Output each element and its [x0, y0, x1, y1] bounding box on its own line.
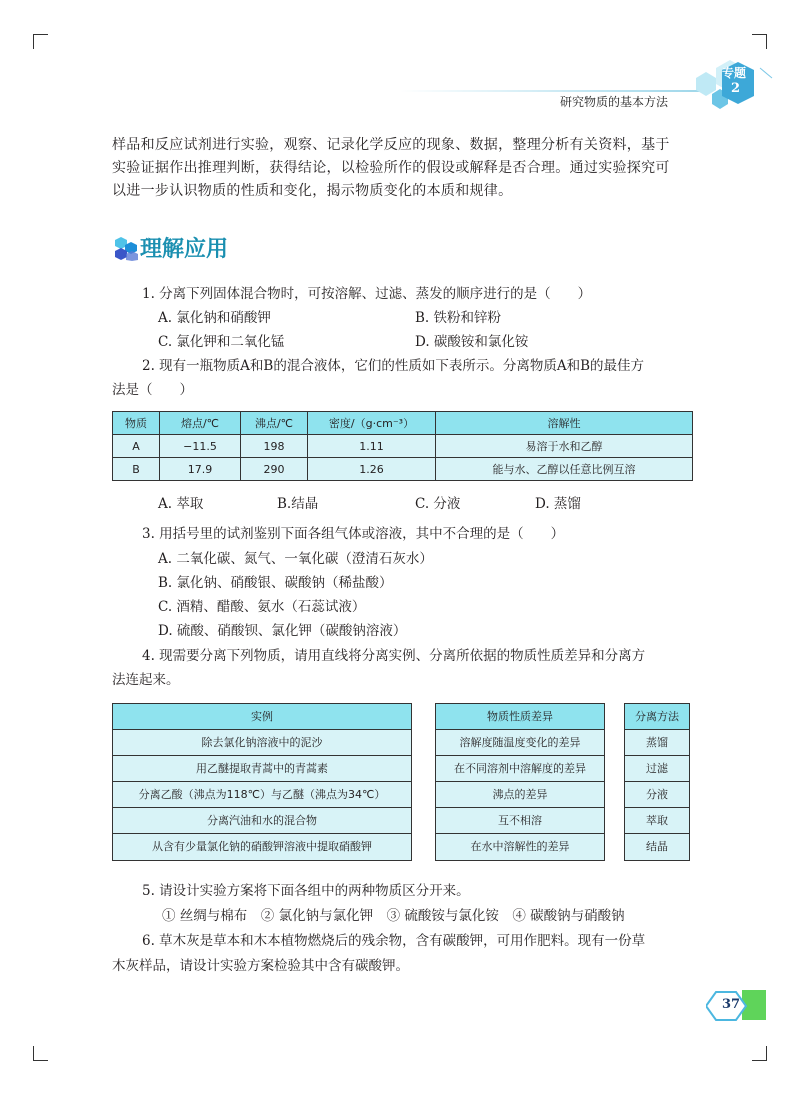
- intro-line-3: 以进一步认识物质的性质和变化，揭示物质变化的本质和规律。: [112, 183, 513, 199]
- method-item: 过滤: [625, 756, 689, 782]
- table-cell: 1.26: [308, 458, 436, 481]
- table-cell: 198: [241, 435, 308, 458]
- q5-stem: 5. 请设计实验方案将下面各组中的两种物质区分开来。: [142, 883, 470, 899]
- example-item: 除去氯化钠溶液中的泥沙: [113, 730, 411, 756]
- table-row: [113, 458, 693, 481]
- badge-number: 2: [731, 81, 741, 96]
- method-item: 结晶: [625, 834, 689, 860]
- table-cell: B: [113, 458, 160, 481]
- intro-line-1: 样品和反应试剂进行实验，观察、记录化学反应的现象、数据，整理分析有关资料，基于: [112, 137, 670, 153]
- table-cell: A: [113, 435, 160, 458]
- header-rule: [400, 90, 700, 92]
- q1-stem: 1. 分离下列固体混合物时，可按溶解、过滤、蒸发的顺序进行的是（ ）: [142, 286, 592, 302]
- properties-box: [435, 703, 605, 861]
- q2-option-a: A. 萃取: [158, 496, 204, 512]
- table-cell: 1.11: [308, 435, 436, 458]
- q4-stem-line-1: 4. 现需要分离下列物质，请用直线将分离实例、分离所依据的物质性质差异和分离方: [142, 648, 646, 664]
- table-cell: 290: [241, 458, 308, 481]
- method-item: 分液: [625, 782, 689, 808]
- header-title: 研究物质的基本方法: [560, 95, 669, 109]
- q2-option-b: B.结晶: [277, 496, 319, 512]
- properties-header: 物质性质差异: [436, 704, 604, 730]
- table-cell: 能与水、乙醇以任意比例互溶: [436, 458, 693, 481]
- q3-option-b: B. 氯化钠、硝酸银、碳酸钠（稀盐酸）: [158, 575, 393, 591]
- example-item: 分离汽油和水的混合物: [113, 808, 411, 834]
- table-header-cell: 溶解性: [436, 412, 693, 435]
- intro-line-2: 实验证据作出推理判断，获得结论，以检验所作的假设或解释是否合理。通过实验探究可: [112, 160, 670, 176]
- section-title: 理解应用: [140, 237, 229, 262]
- property-item: 溶解度随温度变化的差异: [436, 730, 604, 756]
- table-header-cell: 物质: [113, 412, 160, 435]
- q2-stem-line-1: 2. 现有一瓶物质A和B的混合液体，它们的性质如下表所示。分离物质A和B的最佳方: [142, 358, 645, 374]
- example-item: 用乙醚提取青蒿中的青蒿素: [113, 756, 411, 782]
- property-item: 互不相溶: [436, 808, 604, 834]
- page-number: 37: [721, 997, 741, 1012]
- q1-option-d: D. 碳酸铵和氯化铵: [415, 334, 529, 350]
- methods-header: 分离方法: [625, 704, 689, 730]
- crop-mark-bottom-right: [752, 1046, 767, 1061]
- example-item: 从含有少量氯化钠的硝酸钾溶液中提取硝酸钾: [113, 834, 411, 860]
- table-header-row: [113, 412, 693, 435]
- q3-option-c: C. 酒精、醋酸、氨水（石蕊试液）: [158, 599, 366, 615]
- q1-option-a: A. 氯化钠和硝酸钾: [158, 310, 271, 326]
- table-cell: 易溶于水和乙醇: [436, 435, 693, 458]
- property-item: 在不同溶剂中溶解度的差异: [436, 756, 604, 782]
- methods-box: [624, 703, 690, 861]
- q4-stem-line-2: 法连起来。: [112, 672, 180, 688]
- q5-items: ① 丝绸与棉布 ② 氯化钠与氯化钾 ③ 硫酸铵与氯化铵 ④ 碳酸钠与硝酸钠: [162, 908, 625, 924]
- table-cell: −11.5: [160, 435, 241, 458]
- crop-mark-bottom-left: [33, 1046, 48, 1061]
- q2-option-d: D. 蒸馏: [535, 496, 581, 512]
- hexagon-cluster-icon: [113, 237, 139, 261]
- table-header-cell: 沸点/℃: [241, 412, 308, 435]
- q6-line-2: 木灰样品，请设计实验方案检验其中含有碳酸钾。: [112, 958, 409, 974]
- examples-box: [112, 703, 412, 861]
- method-item: 萃取: [625, 808, 689, 834]
- method-item: 蒸馏: [625, 730, 689, 756]
- q3-stem: 3. 用括号里的试剂鉴别下面各组气体或溶液，其中不合理的是（ ）: [142, 526, 565, 542]
- examples-header: 实例: [113, 704, 411, 730]
- q1-option-c: C. 氯化钾和二氧化锰: [158, 334, 285, 350]
- property-item: 沸点的差异: [436, 782, 604, 808]
- table-header-cell: 熔点/℃: [160, 412, 241, 435]
- table-cell: 17.9: [160, 458, 241, 481]
- property-item: 在水中溶解性的差异: [436, 834, 604, 860]
- table-header-cell: 密度/（g·cm⁻³）: [308, 412, 436, 435]
- q3-option-d: D. 硫酸、硝酸钡、氯化钾（碳酸钠溶液）: [158, 623, 407, 639]
- q1-option-b: B. 铁粉和锌粉: [415, 310, 502, 326]
- properties-table: [112, 411, 693, 481]
- q6-line-1: 6. 草木灰是草本和木本植物燃烧后的残余物，含有碳酸钾，可用作肥料。现有一份草: [142, 933, 646, 949]
- example-item: 分离乙酸（沸点为118℃）与乙醚（沸点为34℃）: [113, 782, 411, 808]
- crop-mark-top-right: [752, 34, 767, 49]
- q2-stem-line-2: 法是（ ）: [112, 382, 193, 398]
- table-row: [113, 435, 693, 458]
- crop-mark-top-left: [33, 34, 48, 49]
- badge-label: 专题: [722, 66, 747, 80]
- q3-option-a: A. 二氧化碳、氮气、一氧化碳（澄清石灰水）: [158, 551, 433, 567]
- q2-option-c: C. 分液: [415, 496, 461, 512]
